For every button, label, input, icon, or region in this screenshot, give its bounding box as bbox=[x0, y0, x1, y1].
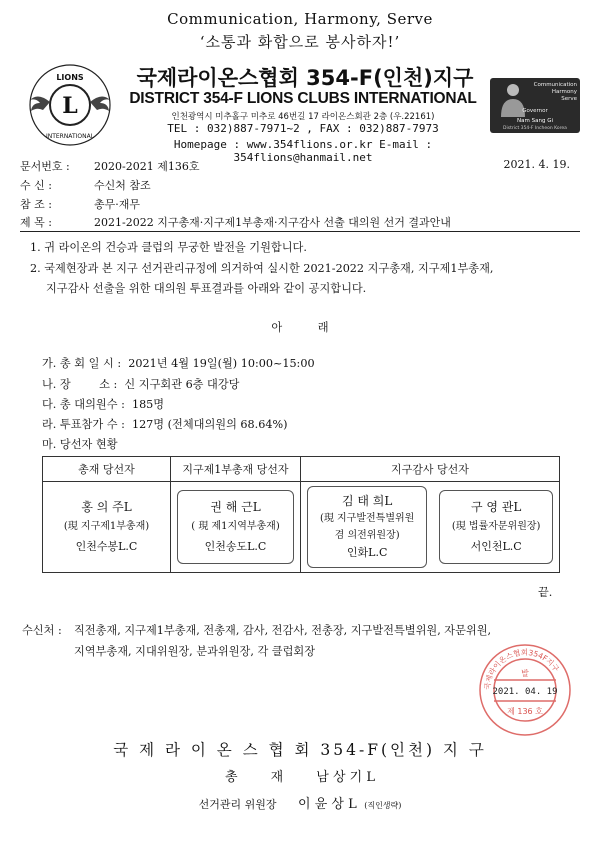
org-title-english: DISTRICT 354-F LIONS CLUBS INTERNATIONAL bbox=[129, 90, 477, 107]
winner-note: (現 지구발전특별위원 bbox=[319, 513, 415, 524]
header-governor: 총재 당선자 bbox=[43, 457, 171, 482]
winner-note: ( 現 제1지역부총재) bbox=[191, 521, 280, 532]
seal-omitted: (직인생략) bbox=[364, 801, 402, 810]
badge-district: District 354-F Incheon Korea bbox=[503, 126, 567, 131]
doc-date: 2021. 4. 19. bbox=[503, 158, 570, 171]
logo-letter: L bbox=[62, 93, 78, 119]
subject: 2021-2022 지구총재·지구제1부총재·지구감사 선출 대의원 선거 결과안내 bbox=[94, 216, 451, 229]
org-title-korean: 국제라이온스협회 354-F(인천)지구 bbox=[136, 66, 474, 90]
footer-org: 국 제 라 이 온 스 협 회 354-F(인천) 지 구 bbox=[113, 741, 487, 759]
header-vice-governor: 지구제1부총재 당선자 bbox=[171, 457, 301, 482]
doc-number: 2020-2021 제136호 bbox=[94, 160, 200, 173]
paragraph-2-line-1: 2. 국제현장과 본 지구 선거관리규정에 의거하여 실시한 2021-2022 지구총재, 지구제1부총재, bbox=[30, 262, 494, 275]
footer-governor: 총 재 남 상 기 L bbox=[225, 770, 375, 785]
reference: 총무·재무 bbox=[94, 198, 141, 211]
logo-top-text: LIONS bbox=[56, 73, 84, 82]
winner-name: 권 해 근L bbox=[210, 500, 261, 514]
recipients-line-2: 지역부총재, 지대위원장, 분과위원장, 각 클럽회장 bbox=[74, 645, 316, 658]
item-date: 가. 총 회 일 시 : 2021년 4월 19일(월) 10:00~15:00 bbox=[42, 357, 315, 370]
paragraph-1: 1. 귀 라이온의 건승과 클럽의 무궁한 발전을 기원합니다. bbox=[30, 241, 307, 254]
stamp-date: 2021. 04. 19 bbox=[492, 687, 558, 697]
winner-name: 구 영 관L bbox=[470, 500, 522, 514]
below-heading: 아 래 bbox=[271, 321, 329, 334]
winner-club: 인화L.C bbox=[346, 546, 388, 559]
badge-line-2: Harmony bbox=[551, 89, 577, 95]
subject-label: 제 목 : bbox=[20, 216, 52, 229]
footer-committee bbox=[0, 793, 600, 812]
motto-english: Communication, Harmony, Serve bbox=[167, 10, 433, 28]
motto-korean: ‘소통과 화합으로 봉사하자!’ bbox=[199, 33, 401, 51]
org-address: 인천광역시 미추홀구 미추로 46번길 17 라이온스회관 2층 (우.22161) bbox=[171, 112, 435, 122]
governor-badge bbox=[490, 78, 580, 133]
committee-chair: 이 윤 상 L bbox=[298, 797, 357, 812]
badge-line-3: Serve bbox=[561, 96, 577, 102]
recipients-label: 수신처 : bbox=[22, 624, 62, 637]
header-auditor: 지구감사 당선자 bbox=[301, 457, 560, 482]
table-header-row bbox=[43, 457, 560, 482]
winner-club: 서인천L.C bbox=[470, 540, 522, 553]
item-delegates: 다. 총 대의원수 : 185명 bbox=[42, 398, 165, 411]
org-web-email: Homepage : www.354flions.or.kr E-mail : 354flions@hanmail.net bbox=[173, 138, 433, 164]
item-turnout: 라. 투표참가 수 : 127명 (전체대의원의 68.64%) bbox=[42, 418, 288, 431]
reference-label: 참 조 : bbox=[20, 198, 52, 211]
winner-note-2: 겸 의전위원장) bbox=[334, 530, 400, 541]
winner-note: (現 지구제1부총재) bbox=[63, 521, 150, 532]
winner-cell-auditor-1 bbox=[301, 482, 434, 573]
committee-title: 선거관리 위원장 bbox=[198, 798, 277, 811]
winner-name: 김 태 희L bbox=[341, 494, 393, 508]
paragraph-2-line-2: 지구감사 선출을 위한 대의원 투표결과를 아래와 같이 공지합니다. bbox=[46, 282, 367, 295]
badge-governor-name: Nam Sang Gi bbox=[517, 118, 553, 124]
end-mark: 끝. bbox=[538, 586, 553, 599]
recipient: 수신처 참조 bbox=[94, 179, 151, 192]
badge-governor-title: Governor bbox=[522, 108, 548, 114]
divider bbox=[20, 231, 580, 232]
org-phone-fax: TEL : 032)887-7971~2 , FAX : 032)887-7973 bbox=[167, 122, 439, 135]
lions-logo bbox=[20, 60, 120, 150]
winner-club: 인천수봉L.C bbox=[75, 540, 138, 553]
winner-name: 홍 의 주L bbox=[81, 500, 132, 514]
stamp-number: 제 136 호 bbox=[507, 707, 543, 716]
official-stamp bbox=[470, 635, 580, 745]
recipients-line-1: 직전총재, 지구제1부총재, 전총재, 감사, 전감사, 전총장, 지구발전특별위원, 자문위원, bbox=[74, 624, 492, 637]
stamp-ring-text: 국제라이온스협회354F지구 bbox=[482, 647, 561, 691]
results-table bbox=[42, 456, 560, 573]
winner-cell-vice-governor bbox=[171, 482, 301, 573]
stamp-top: 발 bbox=[521, 669, 529, 678]
logo-bottom-text: INTERNATIONAL bbox=[45, 133, 95, 140]
table-row bbox=[43, 482, 560, 573]
badge-line-1: Communication bbox=[533, 82, 577, 88]
winner-club: 인천송도L.C bbox=[204, 540, 267, 553]
item-venue: 나. 장 소 : 신 지구회관 6층 대강당 bbox=[42, 378, 240, 391]
winner-cell-governor bbox=[43, 482, 171, 573]
doc-number-label: 문서번호 : bbox=[20, 160, 70, 173]
winner-cell-auditor-2 bbox=[433, 482, 559, 573]
recipient-label: 수 신 : bbox=[20, 179, 52, 192]
winner-note: (現 법률자문위원장) bbox=[451, 521, 541, 532]
item-winners-heading: 마. 당선자 현황 bbox=[42, 438, 118, 451]
